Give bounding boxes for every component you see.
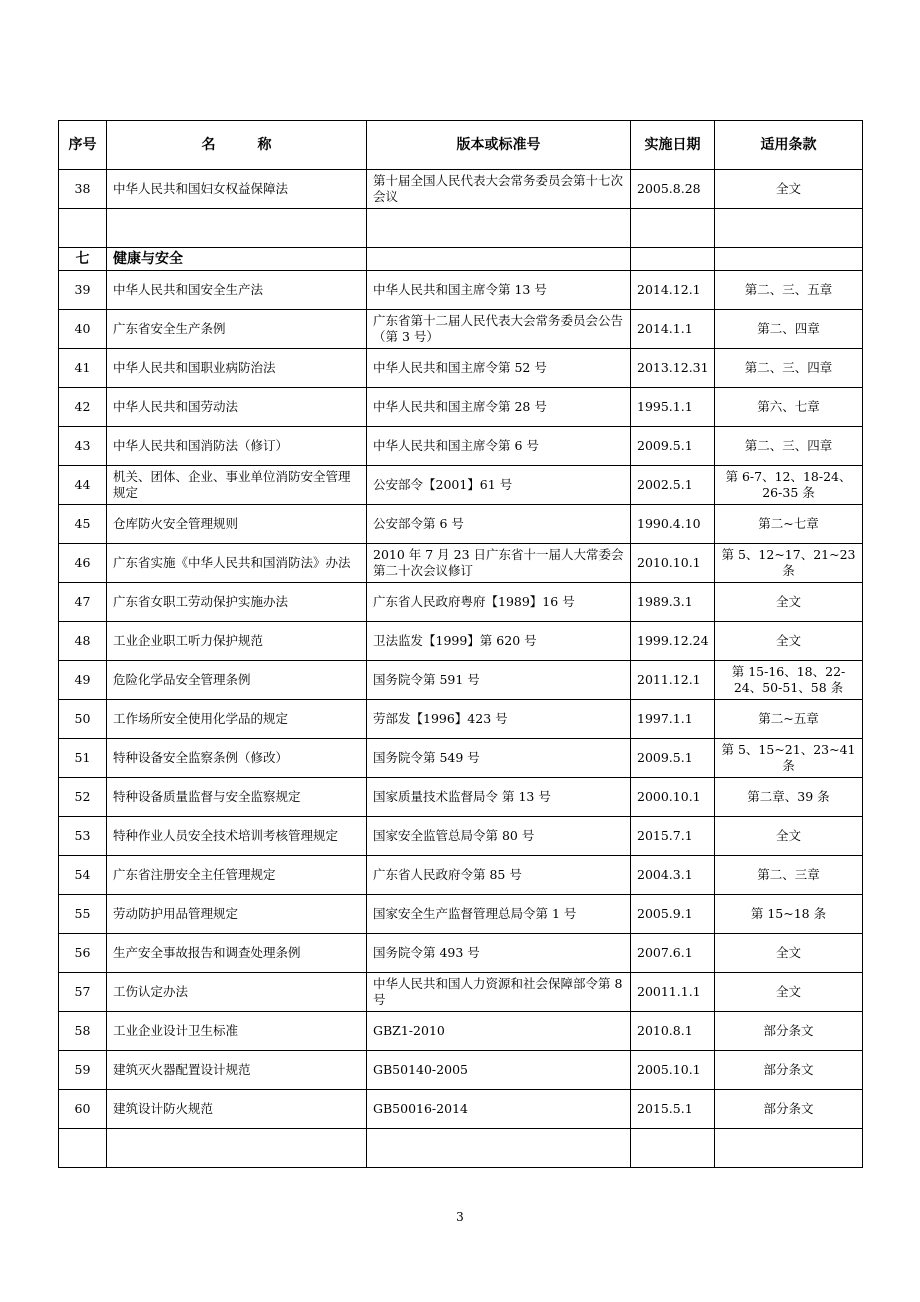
cell-name: 中华人民共和国安全生产法	[107, 271, 367, 310]
table-row	[59, 739, 863, 778]
cell-clause: 第 6-7、12、18-24、26-35 条	[715, 466, 863, 505]
table-row	[59, 1012, 863, 1051]
section-number: 七	[59, 248, 107, 271]
cell-date: 2007.6.1	[631, 934, 715, 973]
cell-name	[107, 209, 367, 248]
table-row	[59, 700, 863, 739]
header-date: 实施日期	[631, 121, 715, 170]
table-row	[59, 505, 863, 544]
cell-date: 1990.4.10	[631, 505, 715, 544]
cell-version: 卫法监发【1999】第 620 号	[367, 622, 631, 661]
cell-no	[59, 209, 107, 248]
cell-name: 广东省注册安全主任管理规定	[107, 856, 367, 895]
cell-version: 第十届全国人民代表大会常务委员会第十七次会议	[367, 170, 631, 209]
header-no: 序号	[59, 121, 107, 170]
cell-date: 2005.10.1	[631, 1051, 715, 1090]
cell-no: 49	[59, 661, 107, 700]
cell-name: 特种设备质量监督与安全监察规定	[107, 778, 367, 817]
cell-version: 广东省人民政府粤府【1989】16 号	[367, 583, 631, 622]
cell-name: 特种作业人员安全技术培训考核管理规定	[107, 817, 367, 856]
cell-date: 2009.5.1	[631, 427, 715, 466]
cell-date: 1995.1.1	[631, 388, 715, 427]
cell-date: 2015.7.1	[631, 817, 715, 856]
cell-date: 2014.12.1	[631, 271, 715, 310]
table-row	[59, 388, 863, 427]
cell-name	[107, 1129, 367, 1168]
cell-no: 40	[59, 310, 107, 349]
section-empty-cell	[367, 248, 631, 271]
section-row	[59, 248, 863, 271]
cell-date	[631, 1129, 715, 1168]
section-empty-cell	[715, 248, 863, 271]
cell-date: 2004.3.1	[631, 856, 715, 895]
page-number: 3	[456, 1210, 464, 1224]
cell-date: 2005.9.1	[631, 895, 715, 934]
cell-date: 2014.1.1	[631, 310, 715, 349]
cell-date: 1999.12.24	[631, 622, 715, 661]
cell-date: 1989.3.1	[631, 583, 715, 622]
cell-clause: 第二~七章	[715, 505, 863, 544]
section-empty-cell	[631, 248, 715, 271]
cell-version: 中华人民共和国主席令第 52 号	[367, 349, 631, 388]
table-row	[59, 817, 863, 856]
cell-name: 机关、团体、企业、事业单位消防安全管理规定	[107, 466, 367, 505]
cell-version: 公安部令【2001】61 号	[367, 466, 631, 505]
cell-date: 2005.8.28	[631, 170, 715, 209]
cell-clause: 全文	[715, 817, 863, 856]
cell-version: 国家安全监管总局令第 80 号	[367, 817, 631, 856]
cell-date	[631, 209, 715, 248]
cell-clause: 第二、三章	[715, 856, 863, 895]
cell-name: 中华人民共和国劳动法	[107, 388, 367, 427]
cell-no: 43	[59, 427, 107, 466]
cell-name: 中华人民共和国职业病防治法	[107, 349, 367, 388]
cell-name: 生产安全事故报告和调查处理条例	[107, 934, 367, 973]
cell-no: 52	[59, 778, 107, 817]
cell-clause: 第二、三、五章	[715, 271, 863, 310]
blank-row	[59, 1129, 863, 1168]
cell-clause: 部分条文	[715, 1051, 863, 1090]
cell-date: 2011.12.1	[631, 661, 715, 700]
cell-no: 44	[59, 466, 107, 505]
cell-clause: 第二、三、四章	[715, 427, 863, 466]
cell-version: 劳部发【1996】423 号	[367, 700, 631, 739]
cell-name: 工业企业职工听力保护规范	[107, 622, 367, 661]
cell-date: 2000.10.1	[631, 778, 715, 817]
cell-clause: 第六、七章	[715, 388, 863, 427]
cell-name: 中华人民共和国消防法（修订）	[107, 427, 367, 466]
cell-clause: 全文	[715, 622, 863, 661]
table-row	[59, 271, 863, 310]
cell-no: 41	[59, 349, 107, 388]
header-clause: 适用条款	[715, 121, 863, 170]
table-row	[59, 544, 863, 583]
cell-clause	[715, 209, 863, 248]
cell-no: 50	[59, 700, 107, 739]
cell-date: 1997.1.1	[631, 700, 715, 739]
cell-no: 56	[59, 934, 107, 973]
cell-name: 广东省安全生产条例	[107, 310, 367, 349]
cell-name: 危险化学品安全管理条例	[107, 661, 367, 700]
cell-no: 53	[59, 817, 107, 856]
cell-version: 2010 年 7 月 23 日广东省十一届人大常委会第二十次会议修订	[367, 544, 631, 583]
table-body	[59, 170, 863, 1168]
cell-version: 国务院令第 591 号	[367, 661, 631, 700]
cell-clause: 部分条文	[715, 1012, 863, 1051]
cell-date: 20011.1.1	[631, 973, 715, 1012]
cell-date: 2010.10.1	[631, 544, 715, 583]
table-row	[59, 1051, 863, 1090]
cell-version: 广东省人民政府令第 85 号	[367, 856, 631, 895]
cell-clause: 全文	[715, 934, 863, 973]
table-row	[59, 778, 863, 817]
cell-name: 仓库防火安全管理规则	[107, 505, 367, 544]
cell-clause	[715, 1129, 863, 1168]
cell-no	[59, 1129, 107, 1168]
cell-version: 公安部令第 6 号	[367, 505, 631, 544]
cell-no: 51	[59, 739, 107, 778]
cell-name: 特种设备安全监察条例（修改）	[107, 739, 367, 778]
cell-clause: 全文	[715, 170, 863, 209]
cell-date: 2015.5.1	[631, 1090, 715, 1129]
cell-version: 广东省第十二届人民代表大会常务委员会公告（第 3 号）	[367, 310, 631, 349]
cell-no: 45	[59, 505, 107, 544]
table-row	[59, 349, 863, 388]
table-row	[59, 973, 863, 1012]
cell-date: 2002.5.1	[631, 466, 715, 505]
cell-version	[367, 209, 631, 248]
cell-version: 中华人民共和国主席令第 28 号	[367, 388, 631, 427]
cell-no: 46	[59, 544, 107, 583]
table-row	[59, 622, 863, 661]
cell-no: 60	[59, 1090, 107, 1129]
cell-no: 57	[59, 973, 107, 1012]
blank-row	[59, 209, 863, 248]
cell-name: 广东省实施《中华人民共和国消防法》办法	[107, 544, 367, 583]
table-row	[59, 170, 863, 209]
cell-no: 39	[59, 271, 107, 310]
cell-no: 54	[59, 856, 107, 895]
cell-name: 建筑灭火器配置设计规范	[107, 1051, 367, 1090]
cell-version: GBZ1-2010	[367, 1012, 631, 1051]
cell-no: 59	[59, 1051, 107, 1090]
cell-name: 工业企业设计卫生标准	[107, 1012, 367, 1051]
cell-version: 国务院令第 549 号	[367, 739, 631, 778]
table-row	[59, 934, 863, 973]
cell-version: GB50016-2014	[367, 1090, 631, 1129]
cell-no: 58	[59, 1012, 107, 1051]
cell-version: 国务院令第 493 号	[367, 934, 631, 973]
cell-version: 国家安全生产监督管理总局令第 1 号	[367, 895, 631, 934]
cell-name: 工伤认定办法	[107, 973, 367, 1012]
cell-name: 劳动防护用品管理规定	[107, 895, 367, 934]
table-row	[59, 427, 863, 466]
cell-version: 国家质量技术监督局令 第 13 号	[367, 778, 631, 817]
cell-date: 2009.5.1	[631, 739, 715, 778]
header-version: 版本或标准号	[367, 121, 631, 170]
table-header-row	[59, 121, 863, 170]
cell-clause: 全文	[715, 973, 863, 1012]
table-row	[59, 310, 863, 349]
cell-no: 48	[59, 622, 107, 661]
cell-clause: 第二、三、四章	[715, 349, 863, 388]
cell-no: 38	[59, 170, 107, 209]
cell-name: 中华人民共和国妇女权益保障法	[107, 170, 367, 209]
cell-date: 2013.12.31	[631, 349, 715, 388]
cell-date: 2010.8.1	[631, 1012, 715, 1051]
cell-clause: 第二章、39 条	[715, 778, 863, 817]
cell-no: 55	[59, 895, 107, 934]
cell-version	[367, 1129, 631, 1168]
cell-clause: 第 5、15~21、23~41 条	[715, 739, 863, 778]
cell-version: 中华人民共和国主席令第 13 号	[367, 271, 631, 310]
cell-name: 广东省女职工劳动保护实施办法	[107, 583, 367, 622]
cell-clause: 全文	[715, 583, 863, 622]
cell-version: 中华人民共和国主席令第 6 号	[367, 427, 631, 466]
cell-name: 建筑设计防火规范	[107, 1090, 367, 1129]
table-row	[59, 856, 863, 895]
table-row	[59, 583, 863, 622]
cell-no: 47	[59, 583, 107, 622]
regulations-table	[58, 120, 863, 1168]
cell-clause: 第二、四章	[715, 310, 863, 349]
cell-clause: 第 15-16、18、22-24、50-51、58 条	[715, 661, 863, 700]
cell-clause: 部分条文	[715, 1090, 863, 1129]
cell-clause: 第 15~18 条	[715, 895, 863, 934]
table-row	[59, 895, 863, 934]
table-row	[59, 1090, 863, 1129]
cell-version: 中华人民共和国人力资源和社会保障部令第 8 号	[367, 973, 631, 1012]
header-name: 名 称	[107, 121, 367, 170]
cell-version: GB50140-2005	[367, 1051, 631, 1090]
cell-clause: 第 5、12~17、21~23 条	[715, 544, 863, 583]
section-title: 健康与安全	[107, 248, 367, 271]
table-row	[59, 661, 863, 700]
cell-no: 42	[59, 388, 107, 427]
cell-name: 工作场所安全使用化学品的规定	[107, 700, 367, 739]
cell-clause: 第二~五章	[715, 700, 863, 739]
table-row	[59, 466, 863, 505]
